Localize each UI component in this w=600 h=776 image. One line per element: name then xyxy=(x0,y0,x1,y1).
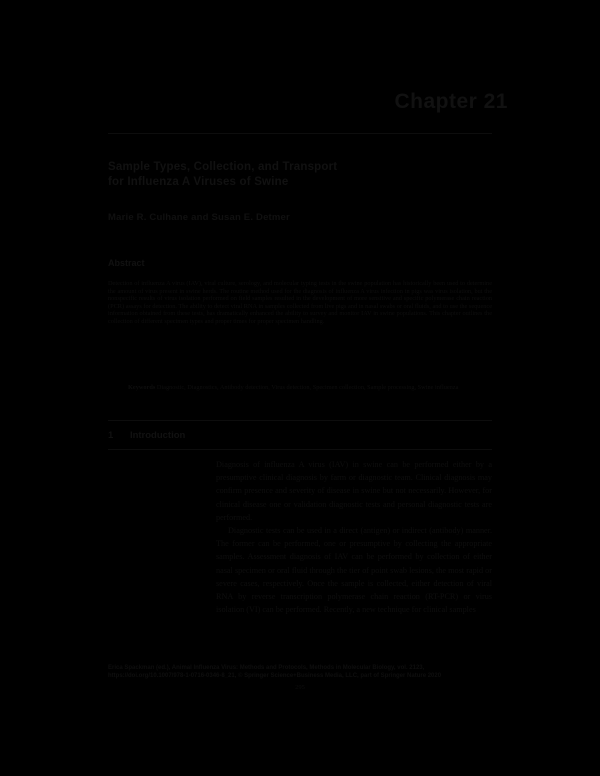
keywords-label: Keywords xyxy=(128,384,156,391)
section-divider-bottom xyxy=(108,449,492,450)
keywords-block xyxy=(128,384,492,392)
author-list: Marie R. Culhane and Susan E. Detmer xyxy=(108,212,290,223)
section-heading xyxy=(108,430,185,441)
chapter-number: Chapter 21 xyxy=(394,90,508,113)
keywords-text: Diagnostic, Diagnostics, Antibody detection, Virus detection, Specimen collection, Sample processing, Swine influenza xyxy=(156,384,459,391)
body-paragraph: Diagnostic tests can be used in a direct (antigen) or indirect (antibody) manner. The former can be performed, one or presumptive by collecting the appropriate samples. Assessment diagnosis of IAV can be performed by collection of either nasal specimen or oral fluid through the tier of point swab lesions, the most rapid or severe cases, respectively. Once the sample is collected, either detection of viral RNA by reverse transcription polymerase chain reaction (RT-PCR) or virus isolation (VI) can be performed. Recently, a new technique for clinical samples xyxy=(216,526,492,615)
chapter-title xyxy=(108,160,492,190)
body-paragraph: Diagnosis of influenza A virus (IAV) in swine can be performed either by a presumptive clinical diagnosis by farm or diagnostic team. Clinical diagnosis may confirm presence and severity of disease in swine but not necessarily. However, for clinical disease one or validation diagnostic tests and personal diagnostic tests are performed. xyxy=(216,460,492,522)
title-divider-top xyxy=(108,133,492,134)
body-text-column xyxy=(216,458,492,616)
page-number: 295 xyxy=(295,684,305,691)
section-divider-top xyxy=(108,420,492,421)
chapter-title-line-2: for Influenza A Viruses of Swine xyxy=(108,176,289,188)
abstract-heading: Abstract xyxy=(108,258,145,268)
series-footnote: Erica Spackman (ed.), Animal Influenza Virus: Methods and Protocols, Methods in Molecular Biology, vol. 2123, https://doi.org/10.1007/978-1-0716-0346-8_21, © Springer Science+Business Media, LLC, part of Springer Nature 2020 xyxy=(108,665,442,679)
section-title: Introduction xyxy=(129,430,186,441)
abstract-text: Detection of influenza A virus (IAV), viral culture, serology, and molecular typing tests in the swine population has historically been used to determine the amount of virus present in swine herds. The routine method used for the diagnosis of influenza A virus infection in pigs was virus isolation, but the nonspecific results of virus isolation performed on field samples resulted in the development of more sensitive and specific polymerase chain reaction (PCR) assays for detection. The ability to detect viral RNA in samples collected from live pigs and in nasal swabs or oral fluids, and to use the sequence information obtained from these tests, has dramatically enhanced the ability to survey and monitor IAV in swine populations. This chapter outlines the collection of different specimen types and proper times for proper specimen handling. xyxy=(108,280,492,325)
chapter-title-line-1: Sample Types, Collection, and Transport xyxy=(108,161,338,173)
section-number: 1 xyxy=(108,430,114,441)
